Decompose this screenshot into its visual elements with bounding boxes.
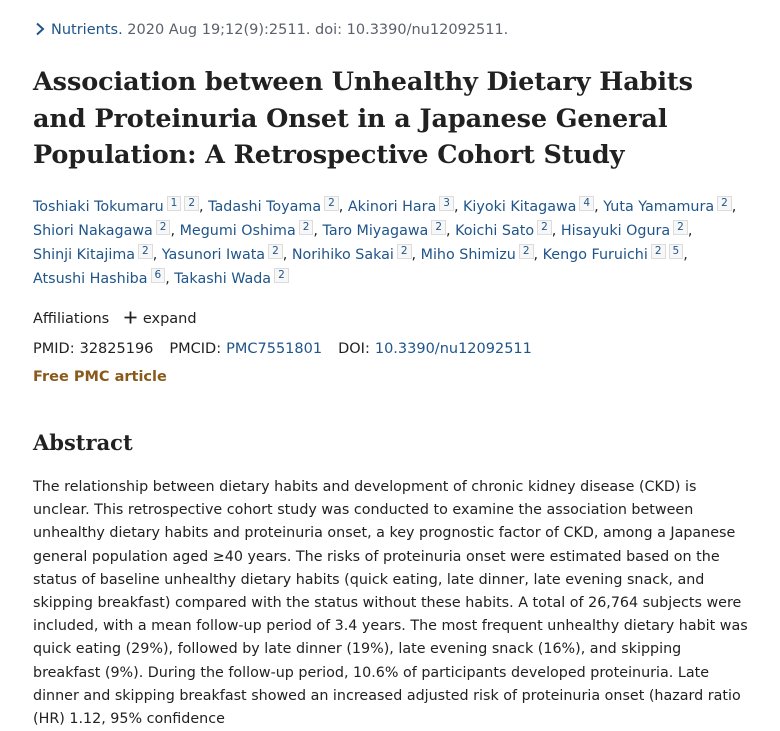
affiliation-ref[interactable]: 2 bbox=[651, 244, 666, 259]
author-item: Atsushi Hashiba 6 , bbox=[33, 269, 170, 287]
affiliation-ref[interactable]: 6 bbox=[151, 268, 166, 283]
author-item: Tadashi Toyama 2 , bbox=[208, 197, 344, 215]
affiliation-ref[interactable]: 2 bbox=[673, 220, 688, 235]
author-name-link[interactable]: Kiyoki Kitagawa bbox=[463, 199, 577, 215]
author-item: Taro Miyagawa 2 , bbox=[322, 221, 451, 239]
affiliations-expand-button[interactable] bbox=[124, 311, 197, 327]
abstract-text: The relationship between dietary habits and development of chronic kidney disease (CKD) is unclear. This retrospective cohort study was conducted to examine the association between unhealthy dietary habits and proteinuria onset, a key prognostic factor of CKD, among a Japanese general population aged ≥40 years. The risks of proteinuria onset were estimated based on the status of baseline unhealthy dietary habits (quick eating, late dinner, late evening snack, and skipping breakfast) compared with the status without these habits. A total of 26,764 subjects were included, with a mean follow-up period of 3.4 years. The most frequent unhealthy dietary habit was quick eating (29%), followed by late dinner (19%), late evening snack (16%), and skipping breakfast (9%). During the follow-up period, 10.6% of participants developed proteinuria. Late dinner and skipping breakfast showed an increased adjusted risk of proteinuria onset (hazard ratio (HR) 1.12, 95% confidence bbox=[33, 479, 748, 728]
author-item: Koichi Sato 2 , bbox=[455, 221, 557, 239]
author-item: Shinji Kitajima 2 , bbox=[33, 245, 158, 263]
affiliation-ref[interactable]: 2 bbox=[138, 244, 153, 259]
author-name-link[interactable]: Miho Shimizu bbox=[420, 247, 516, 263]
affiliation-ref[interactable]: 2 bbox=[274, 268, 289, 283]
author-item: Kiyoki Kitagawa 4 , bbox=[463, 197, 599, 215]
pmcid-label: PMCID: bbox=[169, 341, 222, 357]
affiliation-ref[interactable]: 2 bbox=[156, 220, 171, 235]
author-name-link[interactable]: Koichi Sato bbox=[455, 223, 535, 239]
author-name-link[interactable]: Shinji Kitajima bbox=[33, 247, 136, 263]
author-item: Toshiaki Tokumaru 1 2 , bbox=[33, 197, 204, 215]
affiliation-ref[interactable]: 4 bbox=[579, 196, 594, 211]
citation-line bbox=[33, 22, 508, 38]
author-name-link[interactable]: Megumi Oshima bbox=[179, 223, 296, 239]
pmid-value: 32825196 bbox=[79, 341, 154, 357]
author-item: Kengo Furuichi 2 5 , bbox=[542, 245, 688, 263]
author-item: Yasunori Iwata 2 , bbox=[161, 245, 288, 263]
affiliation-ref[interactable]: 1 bbox=[167, 196, 182, 211]
author-name-link[interactable]: Atsushi Hashiba bbox=[33, 271, 148, 287]
author-name-link[interactable]: Yasunori Iwata bbox=[161, 247, 266, 263]
doi-link[interactable]: 10.3390/nu12092511 bbox=[374, 341, 532, 357]
affiliation-ref[interactable]: 2 bbox=[397, 244, 412, 259]
author-name-link[interactable]: Yuta Yamamura bbox=[603, 199, 715, 215]
author-item: Norihiko Sakai 2 , bbox=[291, 245, 417, 263]
author-name-link[interactable]: Shiori Nakagawa bbox=[33, 223, 153, 239]
author-item: Yuta Yamamura 2 , bbox=[603, 197, 737, 215]
identifiers-row bbox=[33, 341, 548, 357]
journal-link[interactable]: Nutrients. bbox=[51, 22, 123, 38]
affiliation-ref[interactable]: 2 bbox=[268, 244, 283, 259]
citation-details: 2020 Aug 19;12(9):2511. doi: 10.3390/nu12092511. bbox=[127, 22, 509, 38]
author-name-link[interactable]: Kengo Furuichi bbox=[542, 247, 648, 263]
author-name-link[interactable]: Hisayuki Ogura bbox=[560, 223, 671, 239]
chevron-right-icon[interactable] bbox=[33, 22, 47, 36]
author-item: Hisayuki Ogura 2 , bbox=[560, 221, 693, 239]
affiliation-ref[interactable]: 2 bbox=[537, 220, 552, 235]
affiliation-ref[interactable]: 2 bbox=[431, 220, 446, 235]
author-name-link[interactable]: Toshiaki Tokumaru bbox=[33, 199, 164, 215]
author-name-link[interactable]: Norihiko Sakai bbox=[291, 247, 394, 263]
author-name-link[interactable]: Taro Miyagawa bbox=[322, 223, 429, 239]
affiliations-label: Affiliations bbox=[33, 311, 110, 327]
affiliation-ref[interactable]: 5 bbox=[669, 244, 684, 259]
author-item: Akinori Hara 3 , bbox=[347, 197, 459, 215]
affiliation-ref[interactable]: 2 bbox=[184, 196, 199, 211]
affiliation-ref[interactable]: 2 bbox=[519, 244, 534, 259]
doi-label: DOI: bbox=[338, 341, 370, 357]
article-title: Association between Unhealthy Dietary Habits and Proteinuria Onset in a Japanese General Population: A Retrospective Cohort Study bbox=[33, 67, 693, 170]
author-list bbox=[33, 195, 748, 291]
author-name-link[interactable]: Akinori Hara bbox=[347, 199, 437, 215]
pmid-label: PMID: bbox=[33, 341, 75, 357]
expand-label: expand bbox=[142, 311, 197, 327]
affiliation-ref[interactable]: 2 bbox=[717, 196, 732, 211]
author-name-link[interactable]: Takashi Wada bbox=[174, 271, 272, 287]
author-item: Miho Shimizu 2 , bbox=[420, 245, 539, 263]
pmcid-link[interactable]: PMC7551801 bbox=[226, 341, 323, 357]
affiliation-ref[interactable]: 2 bbox=[299, 220, 314, 235]
free-pmc-badge[interactable]: Free PMC article bbox=[33, 369, 167, 385]
affiliations-row bbox=[33, 311, 197, 327]
author-item: Shiori Nakagawa 2 , bbox=[33, 221, 176, 239]
author-name-link[interactable]: Tadashi Toyama bbox=[208, 199, 322, 215]
plus-icon bbox=[124, 311, 137, 324]
abstract-heading: Abstract bbox=[33, 430, 133, 455]
author-item bbox=[174, 271, 288, 287]
author-item: Megumi Oshima 2 , bbox=[179, 221, 318, 239]
affiliation-ref[interactable]: 3 bbox=[439, 196, 454, 211]
affiliation-ref[interactable]: 2 bbox=[324, 196, 339, 211]
